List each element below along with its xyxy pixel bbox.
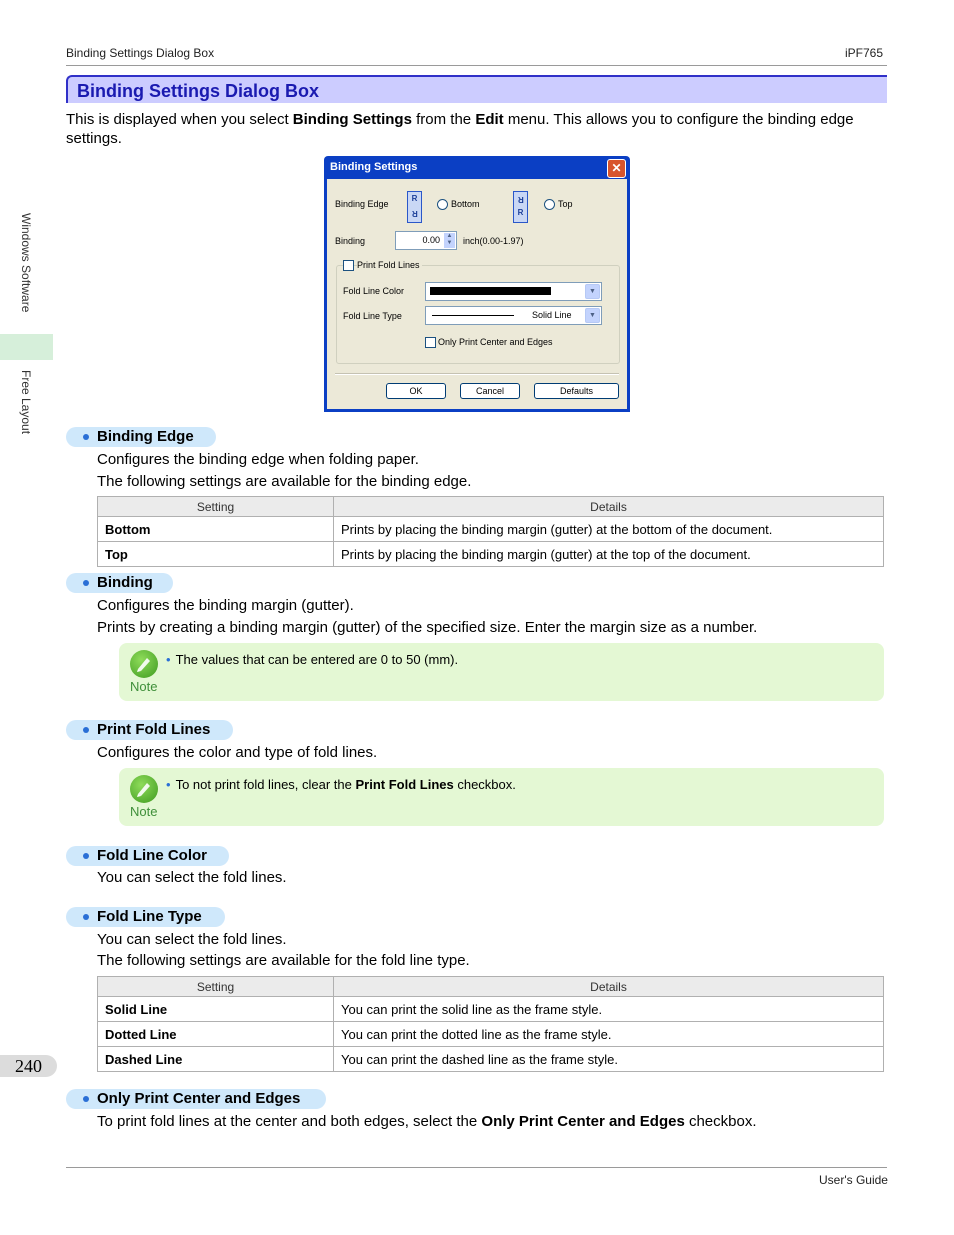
fold-line-type-value: Solid Line bbox=[532, 310, 572, 320]
top-radio[interactable] bbox=[544, 199, 555, 210]
footer-rule bbox=[66, 1167, 887, 1168]
header-rule bbox=[66, 65, 887, 66]
only-print-text-2: checkbox. bbox=[684, 1113, 757, 1130]
only-print-desc bbox=[97, 1112, 757, 1131]
dialog-separator bbox=[335, 373, 619, 375]
note-label: Note bbox=[130, 679, 158, 694]
binding-desc-2: Prints by creating a binding margin (gutter) of the specified size. Enter the margin size as a number. bbox=[97, 619, 758, 636]
only-print-text-1: To print fold lines at the center and both edges, select the bbox=[97, 1113, 482, 1130]
running-header-title: Binding Settings Dialog Box bbox=[66, 46, 215, 60]
table-row bbox=[98, 1047, 884, 1072]
binding-value: 0.00 bbox=[422, 235, 440, 245]
only-print-bold: Only Print Center and Edges bbox=[481, 1113, 685, 1130]
binding-range: inch(0.00-1.97) bbox=[463, 236, 524, 246]
table-cell-details: Prints by placing the binding margin (gutter) at the top of the document. bbox=[334, 542, 884, 567]
dialog-caption: Binding Settings bbox=[330, 161, 418, 173]
binding-settings-dialog bbox=[324, 156, 630, 412]
note-box bbox=[119, 643, 884, 701]
table-header-details: Details bbox=[334, 977, 884, 997]
table-row bbox=[98, 517, 884, 542]
heading-fold-line-type: Fold Line Type bbox=[66, 907, 225, 927]
sidebar-tab-marker bbox=[0, 334, 53, 360]
dialog-client-area bbox=[327, 179, 627, 409]
pencil-icon bbox=[130, 775, 158, 803]
cancel-button[interactable]: Cancel bbox=[460, 383, 520, 399]
only-center-edges-checkbox[interactable] bbox=[425, 337, 436, 348]
top-edge-icon: R R bbox=[513, 191, 528, 223]
close-button[interactable]: ✕ bbox=[607, 159, 626, 178]
ok-button[interactable]: OK bbox=[386, 383, 446, 399]
table-cell-setting: Solid Line bbox=[98, 997, 334, 1022]
fold-line-color-select[interactable] bbox=[425, 282, 602, 301]
fold-line-type-desc-2: The following settings are available for the fold line type. bbox=[97, 952, 470, 969]
table-cell-setting: Dotted Line bbox=[98, 1022, 334, 1047]
top-radio-label: Top bbox=[558, 199, 573, 209]
table-header-setting: Setting bbox=[98, 497, 334, 517]
note-box bbox=[119, 768, 884, 826]
intro-text-2: from the bbox=[411, 111, 476, 128]
table-cell-setting: Bottom bbox=[98, 517, 334, 542]
bottom-edge-icon: R R bbox=[407, 191, 422, 223]
binding-input[interactable] bbox=[395, 231, 457, 250]
intro-text-1: This is displayed when you select bbox=[66, 111, 293, 128]
running-header-model: iPF765 bbox=[845, 46, 884, 60]
intro-bold-1: Binding Settings bbox=[292, 111, 412, 128]
table-cell-setting: Top bbox=[98, 542, 334, 567]
note-text-bold: Print Fold Lines bbox=[355, 777, 454, 792]
table-cell-details: Prints by placing the binding margin (gutter) at the bottom of the document. bbox=[334, 517, 884, 542]
fold-line-type-select[interactable] bbox=[425, 306, 602, 325]
bottom-radio[interactable] bbox=[437, 199, 448, 210]
footer-guide: User's Guide bbox=[819, 1173, 888, 1187]
print-fold-lines-label: Print Fold Lines bbox=[357, 260, 420, 270]
fold-line-color-label: Fold Line Color bbox=[343, 286, 405, 296]
table-cell-setting: Dashed Line bbox=[98, 1047, 334, 1072]
page-title: Binding Settings Dialog Box bbox=[77, 81, 319, 101]
heading-binding-edge: Binding Edge bbox=[66, 427, 216, 447]
only-center-edges-label: Only Print Center and Edges bbox=[438, 337, 553, 347]
intro-text-4: settings. bbox=[66, 130, 122, 147]
pencil-icon bbox=[130, 650, 158, 678]
binding-edge-table bbox=[97, 496, 884, 567]
fold-line-type-desc-1: You can select the fold lines. bbox=[97, 931, 287, 948]
note-text-pre: To not print fold lines, clear the bbox=[175, 777, 356, 792]
sidebar-chapter: Windows Software bbox=[19, 213, 33, 313]
solid-line-sample bbox=[432, 315, 514, 316]
print-fold-lines-checkbox[interactable] bbox=[343, 260, 354, 271]
binding-edge-label: Binding Edge bbox=[335, 199, 389, 209]
print-fold-lines-desc: Configures the color and type of fold lines. bbox=[97, 744, 378, 761]
fold-line-type-table bbox=[97, 976, 884, 1072]
heading-only-print-center-edges: Only Print Center and Edges bbox=[66, 1089, 326, 1109]
note-label: Note bbox=[130, 804, 158, 819]
chevron-down-icon: ▼ bbox=[585, 308, 600, 323]
note-text bbox=[166, 777, 516, 792]
binding-label: Binding bbox=[335, 236, 366, 246]
table-row bbox=[98, 542, 884, 567]
intro-bold-2: Edit bbox=[475, 111, 504, 128]
note-text: • The values that can be entered are 0 to 50 (mm). bbox=[166, 652, 458, 667]
spinner-arrows-icon[interactable]: ▲ ▼ bbox=[444, 233, 455, 248]
defaults-button[interactable]: Defaults bbox=[534, 383, 619, 399]
section-title-bar bbox=[66, 75, 887, 103]
intro-paragraph bbox=[66, 110, 891, 148]
table-row bbox=[98, 997, 884, 1022]
binding-edge-desc-2: The following settings are available for the binding edge. bbox=[97, 473, 472, 490]
binding-edge-desc-1: Configures the binding edge when folding paper. bbox=[97, 451, 419, 468]
note-text-post: checkbox. bbox=[453, 777, 516, 792]
table-header-setting: Setting bbox=[98, 977, 334, 997]
fold-line-color-desc: You can select the fold lines. bbox=[97, 869, 287, 886]
heading-fold-line-color: Fold Line Color bbox=[66, 846, 229, 866]
heading-print-fold-lines: Print Fold Lines bbox=[66, 720, 233, 740]
table-cell-details: You can print the dashed line as the frame style. bbox=[334, 1047, 884, 1072]
sidebar-section: Free Layout bbox=[19, 370, 33, 435]
page-number: 240 bbox=[0, 1055, 57, 1077]
chevron-down-icon: ▼ bbox=[585, 284, 600, 299]
table-header-details: Details bbox=[334, 497, 884, 517]
table-row bbox=[98, 1022, 884, 1047]
table-cell-details: You can print the dotted line as the frame style. bbox=[334, 1022, 884, 1047]
heading-binding: Binding bbox=[66, 573, 173, 593]
fold-line-type-label: Fold Line Type bbox=[343, 311, 402, 321]
binding-desc-1: Configures the binding margin (gutter). bbox=[97, 597, 354, 614]
intro-text-3: menu. This allows you to configure the binding edge bbox=[503, 111, 854, 128]
table-cell-details: You can print the solid line as the frame style. bbox=[334, 997, 884, 1022]
color-swatch bbox=[430, 287, 551, 295]
bottom-radio-label: Bottom bbox=[451, 199, 480, 209]
